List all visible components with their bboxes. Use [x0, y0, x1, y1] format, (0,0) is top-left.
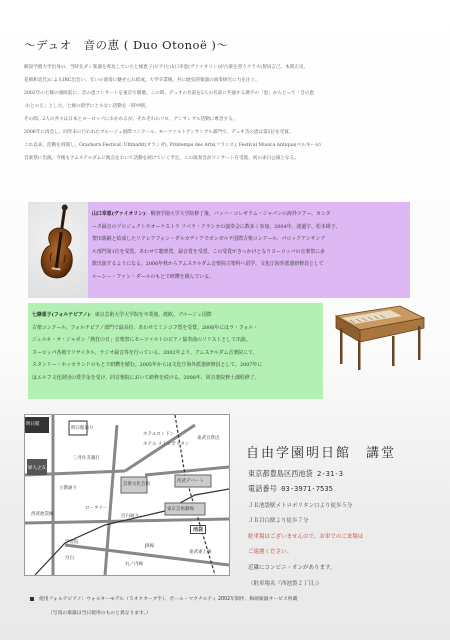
- pianist-name: 七條恵子(フォルテピアノ): [32, 312, 90, 318]
- intro-line: 花崎和美氏)によるIRC出会い、互いの演奏に魅せられ結成。大学卒業後、共に歴史的楽器の演奏研究に力を注ぐ。: [24, 78, 260, 83]
- nearby-note: 近隣にコンビニ・オンがあります。: [248, 565, 336, 571]
- intro-line: 2006年に再会し、同年末に行われたブルージュ国際コンクール、モーツァルトアンサンブル部門で、デュオ音の恵は第1位を受賞。: [24, 130, 294, 135]
- map-label: 明日館通り: [71, 426, 94, 431]
- intro-text: [24, 62, 434, 166]
- access-map: [24, 414, 230, 576]
- map-station-label: 池袋: [190, 525, 206, 534]
- intro-line: これ以来、活動を再開し、Grachorn Festival, Ultmarkt(オランダ), Printemps des Arts(フランス), Festival Musica Antiqua(ベルギー)の: [24, 143, 322, 148]
- bio-line: 数出演するようになる。2006年秋からアムステルダム音楽院古楽科へ留学、文化庁海外派遣研修員として: [92, 261, 324, 267]
- intro-line: その間、2人の共々は日本とヨーロッパにおかれるが、それぞれのソロ、アンサンブル活動に專念する。: [24, 117, 238, 122]
- violin-icon: [28, 202, 88, 298]
- bio-line: スタンリー・ホッホランドのもとで研鑽を積む。2005年からは文化庁海外派遣研修員として。2007年に: [32, 362, 263, 368]
- bio-line: ータ録音のプロジェクトやオーケストラ リベラ・クラシカの演奏会に数多く参加。2004年、渡邊宇、松本緋子、: [92, 223, 341, 230]
- stop-note: （駐車場名『西池袋２丁目』）: [248, 581, 323, 587]
- map-label: 学習院: [65, 540, 79, 545]
- bio-line: ：東京芸術大学大学院を卒業後、渡欧。ブルージュ国際: [89, 312, 212, 318]
- violin-photo: [28, 202, 88, 298]
- violinist-name: 山口幸恵(ヴァイオリン): [92, 211, 146, 217]
- map-label: 丸ノ内線: [125, 562, 143, 567]
- access-line: ＪＲ目白駅より徒歩７分: [248, 518, 309, 524]
- map-label: 西武デパート: [177, 479, 204, 484]
- map-label: 明日館: [26, 422, 40, 427]
- parking-notice: 駐車場はございませんので、お車でのご来場は: [248, 534, 364, 540]
- violinist-bio: [88, 202, 410, 298]
- intro-line: 解説学園大学出身の、当時先ダン楽器を専攻していた七條恵子(ピア)と山口幸恵(ヴァイオリン)が古楽を習うクラス(智田言己、本間正史、: [24, 65, 309, 70]
- map-label: ホテル メトロポリタン: [143, 442, 190, 447]
- venue-address: 東京都豊島区西池袋 2-31-3: [248, 469, 343, 478]
- map-label: 東武百貨店: [197, 436, 220, 441]
- map-label: 目白: [65, 556, 74, 561]
- bio-line: ル部門第1位を受賞。あわせて聴衆賞、録音賞を受賞。この受賞がきっかけとなりヨーロッパの音楽祭に多: [92, 248, 325, 255]
- photo-note: （写真の楽器は当日使用のものと異なります。）: [48, 611, 151, 616]
- map-label: 西武池袋線: [31, 512, 54, 517]
- map-label: 東京芸術劇場: [167, 507, 194, 512]
- bio-line: はエルフ文化財団の奨学金を受け、同音楽院において研修を続ける。2008年、同音楽院修士課程修了。: [32, 374, 260, 381]
- bio-line: ヨーロッパ各地でリサイタル、ラジオ録音等を行っている。2002年より、アムステルダム音楽院にて、: [32, 349, 258, 356]
- venue-tel: 電話番号 03-3971-7535: [248, 484, 334, 493]
- intro-line: 2002年の七條の渡欧前に、音の恵コンサートを東京で開催。この時、デュオの名前を2人の名前に共通する漢字の「恵」からとって「音の恵: [24, 91, 315, 96]
- venue-name: 自由学園明日館 講堂: [246, 446, 397, 461]
- instrument-text: 使用フォルテピアノ：ウォルターモデル（５オクターブ半）、ポール・マクナルティ 2002年制作、梅岡楽器サービス所蔵: [39, 597, 298, 602]
- map-label: ロータリー: [85, 506, 108, 511]
- intro-line: 音楽祭に出演。今後もアムステルダムに拠点をおいて活動を続けていく予定。この演奏会がコンサート在受賞、初の来日公演となる。: [24, 156, 299, 161]
- bio-line: ルーシー・ファン・ダールのもとで研鑽を積んでいる。: [92, 273, 214, 280]
- bio-line: ジュルネ・オ・ジャポン「熱狂の日」音楽祭にモーツァルトのピアノ協奏曲のソリストとして出演。: [32, 337, 251, 343]
- map-label: 東武東上線: [189, 550, 212, 555]
- bio-line: 黎田義嗣と結成したリクレアフォン・ダルカディアでボンガルテ国際古楽コンクール、パロックアンサンブ: [92, 236, 326, 242]
- bullet-icon: [30, 597, 34, 601]
- map-label: 立教通り: [59, 486, 77, 491]
- page-title: ～デュオ 音の恵 ( Duo Otonoë )～: [24, 38, 229, 52]
- fortepiano-photo: [330, 296, 428, 376]
- pianist-bio: [28, 303, 323, 399]
- fortepiano-icon: [330, 296, 428, 376]
- parking-notice: ご遠慮ください。: [248, 549, 293, 555]
- map-label: 三井住友銀行: [73, 456, 100, 461]
- bio-line: ：桐朋学園大学大学院修了後、バッハ・コレギウム・ジャパンの海外ツアー、カンタ: [145, 211, 331, 217]
- map-label: ホテルロンドン: [143, 432, 175, 437]
- bio-line: 古楽コンクール、フォルテピアノ部門で最高位、あわせてミシコフ賞を受賞。2006年にはラ・フォル・: [32, 324, 259, 331]
- access-line: ＪＲ池袋駅メトロポリタン口より徒歩５分: [248, 503, 353, 509]
- map-label: 芸術文化会館: [123, 482, 150, 487]
- map-label: 目白通り: [121, 514, 139, 519]
- instrument-note: [30, 595, 297, 602]
- map-label: JR線: [145, 544, 154, 549]
- intro-line: -おとのえ」とした。七條の留学にともない活動を一時中断。: [24, 104, 150, 109]
- map-label: 婦人之友社: [28, 466, 51, 471]
